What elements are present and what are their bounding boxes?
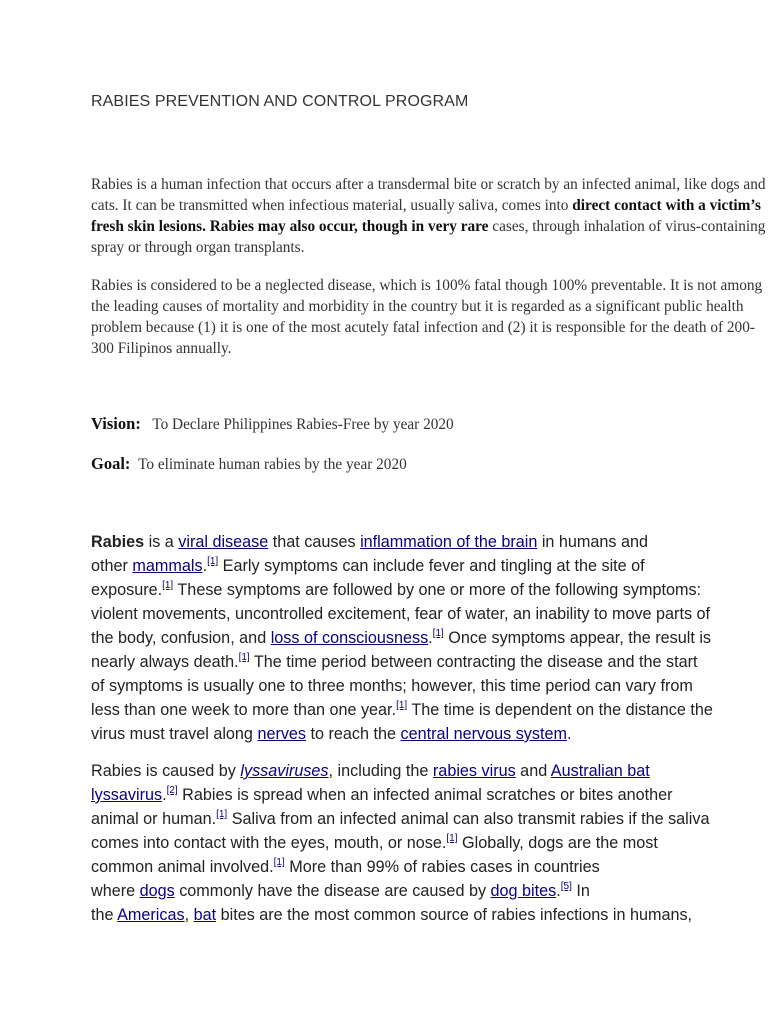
intro-text: Rabies is a human infection that occurs after a transdermal bite or scratch by an infected animal, like dogs and cats. It can be transmitted when infectious material, usually saliva, comes into bbox=[91, 176, 766, 214]
citation-link[interactable]: [5] bbox=[560, 881, 572, 892]
intro-bold-text: direct contact with a victim’s fresh skin lesions. Rabies may also occur, though in very rare bbox=[91, 197, 761, 235]
citation-link[interactable]: [1] bbox=[446, 833, 458, 844]
vision-label: Vision: bbox=[91, 414, 141, 433]
link-lyssaviruses[interactable]: lyssaviruses bbox=[240, 762, 329, 780]
citation-link[interactable]: [1] bbox=[396, 700, 408, 711]
citation-link[interactable]: [1] bbox=[207, 556, 219, 567]
intro-paragraph-2: Rabies is considered to be a neglected disease, which is 100% fatal though 100% preventable. It is not among the leading causes of mortality and morbidity in the country but it is regarded as a significant public health problem because (1) it is one of the most acutely fatal infection and (2) it is responsible for the death of 200-300 Filipinos annually. bbox=[91, 277, 763, 357]
intro-paragraph-1 bbox=[91, 174, 768, 258]
link-rabies-virus[interactable]: rabies virus bbox=[432, 762, 516, 780]
link-loss-of-consciousness[interactable]: loss of consciousness bbox=[270, 629, 429, 647]
link-nerves[interactable]: nerves bbox=[257, 725, 307, 743]
citation-link[interactable]: [1] bbox=[238, 652, 250, 663]
link-central-nervous-system[interactable]: central nervous system bbox=[400, 725, 567, 743]
page-title: RABIES PREVENTION AND CONTROL PROGRAM bbox=[91, 93, 469, 110]
citation-link[interactable]: [1] bbox=[216, 809, 228, 820]
link-bat[interactable]: bat bbox=[193, 906, 217, 924]
link-americas[interactable]: Americas bbox=[117, 906, 185, 924]
rabies-bold-term: Rabies bbox=[91, 533, 145, 551]
citation-link[interactable]: [1] bbox=[162, 580, 174, 591]
vision-statement bbox=[91, 414, 454, 434]
link-viral-disease[interactable]: viral disease bbox=[178, 533, 269, 551]
citation-link[interactable]: [1] bbox=[432, 628, 444, 639]
article-paragraph-1: Rabies is a viral disease that causes inflammation of the brain in humans and other mammals.[1] Early symptoms can include fever and tingling at the site of exposure.[1] These symptoms are followed by one or more of the following symptoms: violent movements, uncontrolled excitement, fear of water, an inability to move parts of the body, confusion, and loss of consciousness.[1] Once symptoms appear, the result is nearly always death.[1] The time period between contracting the disease and the start of symptoms is usually one to three months; however, this time period can vary from less than one week to more than one year.[1] The time is dependent on the distance the virus must travel along nerves to reach the central nervous system. bbox=[91, 533, 713, 743]
goal-statement bbox=[91, 454, 407, 474]
intro-text-end: cases, through inhalation of virus-containing spray or through organ transplants. bbox=[91, 218, 766, 256]
link-dog-bites[interactable]: dog bites bbox=[490, 882, 557, 900]
link-australian-bat-lyssavirus[interactable]: Australian bat bbox=[550, 762, 650, 780]
article-paragraph-2: Rabies is caused by lyssaviruses, including the rabies virus and Australian bat lyssavirus.[2] Rabies is spread when an infected animal scratches or bites another animal or human.[1] Saliva from an infected animal can also transmit rabies if the saliva comes into contact with the eyes, mouth, or nose.[1] Globally, dogs are the most common animal involved.[1] More than 99% of rabies cases in countries where dogs commonly have the disease are caused by dog bites.[5] In the Americas, bat bites are the most common source of rabies infections in humans, bbox=[91, 762, 710, 924]
vision-text: To Declare Philippines Rabies-Free by year 2020 bbox=[152, 416, 454, 433]
link-mammals[interactable]: mammals bbox=[132, 557, 203, 575]
goal-text: To eliminate human rabies by the year 2020 bbox=[138, 456, 407, 473]
link-australian-bat-lyssavirus[interactable]: lyssavirus bbox=[91, 786, 163, 804]
goal-label: Goal: bbox=[91, 454, 131, 473]
link-inflammation-of-the-brain[interactable]: inflammation of the brain bbox=[360, 533, 538, 551]
link-dogs[interactable]: dogs bbox=[139, 882, 175, 900]
citation-link[interactable]: [2] bbox=[166, 785, 178, 796]
citation-link[interactable]: [1] bbox=[273, 857, 285, 868]
